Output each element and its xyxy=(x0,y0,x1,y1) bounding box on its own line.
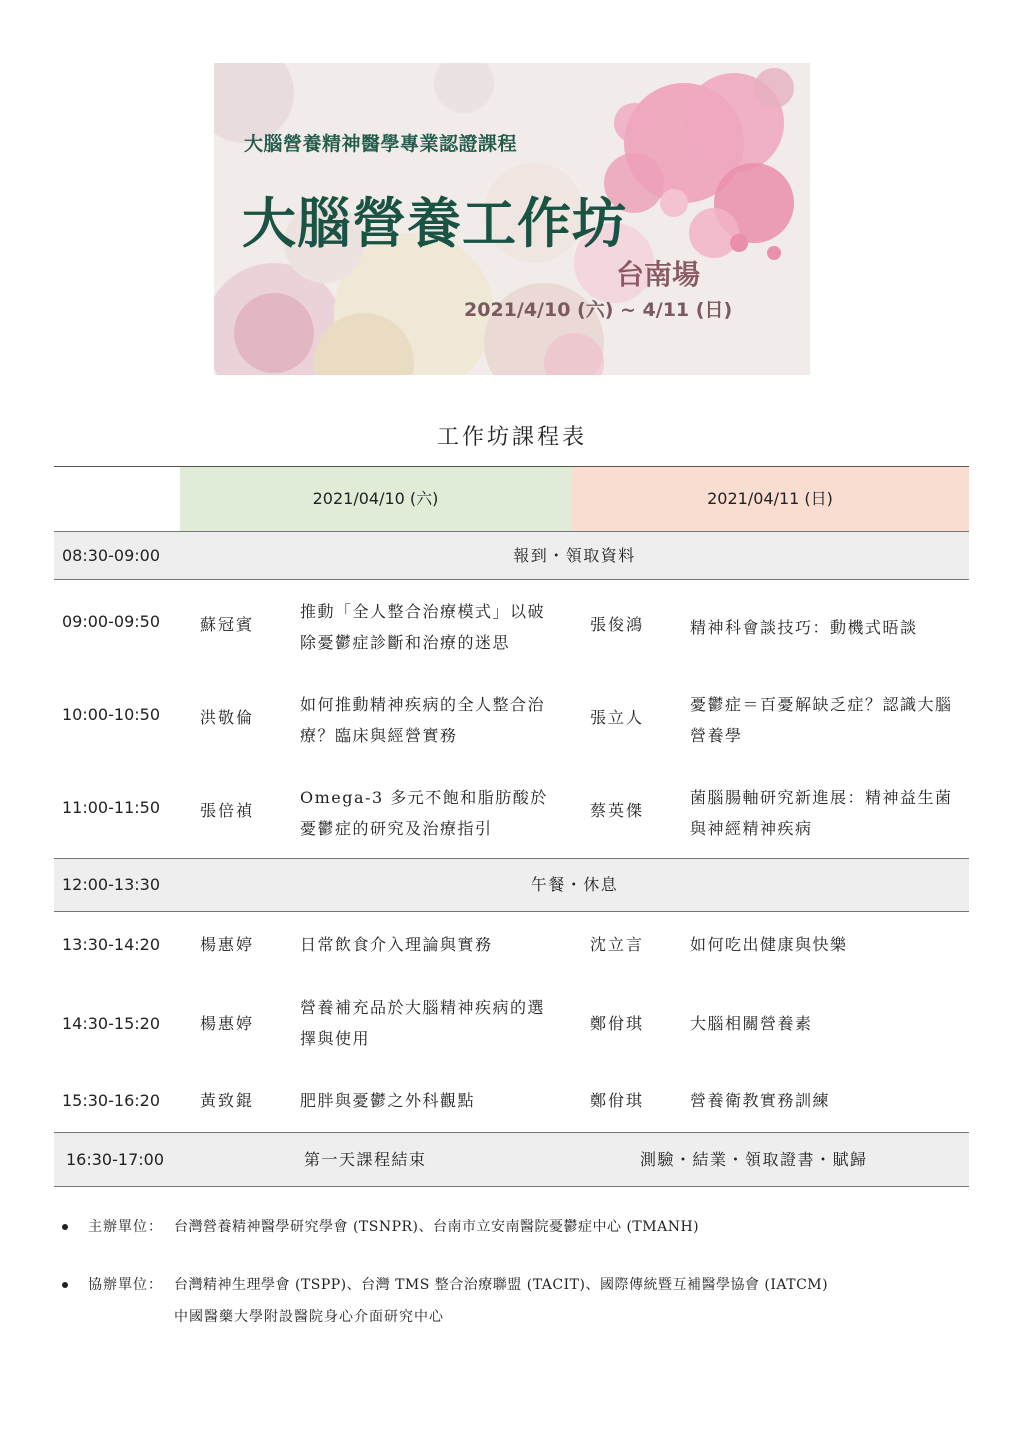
co-organizer-text: 台灣精神生理學會 (TSPP)、台灣 TMS 整合治療聯盟 (TACIT)、國際傳統暨互補醫學協會 (IATCM) xyxy=(174,1277,829,1293)
banner-dates: 2021/4/10 (六) ~ 4/11 (日) xyxy=(464,299,733,321)
bullet-icon xyxy=(62,1282,68,1288)
co-organizer-label: 協辦單位： xyxy=(88,1277,163,1293)
day2-topic: 菌腦腸軸研究新進展：精神益生菌與神經精神疾病 xyxy=(690,788,953,838)
co-organizer-text-line2: 中國醫藥大學附設醫院身心介面研究中心 xyxy=(174,1309,444,1325)
day2-speaker: 鄭佾琪 xyxy=(590,1014,645,1033)
session-time: 11:00-11:50 xyxy=(62,798,160,817)
schedule-heading: 工作坊課程表 xyxy=(436,425,587,450)
day1-topic: 推動「全人整合治療模式」以破除憂鬱症診斷和治療的迷思 xyxy=(300,602,546,652)
day1-topic: 肥胖與憂鬱之外科觀點 xyxy=(300,1091,476,1110)
organizer-text: 台灣營養精神醫學研究學會 (TSNPR)、台南市立安南醫院憂鬱症中心 (TMANH) xyxy=(174,1219,700,1235)
day2-topic: 如何吃出健康與快樂 xyxy=(690,935,848,954)
day1-speaker: 楊惠婷 xyxy=(200,1014,255,1033)
banner-venue: 台南場 xyxy=(616,258,701,291)
session-time: 09:00-09:50 xyxy=(62,612,160,631)
session-time: 15:30-16:20 xyxy=(62,1091,160,1110)
session-time: 13:30-14:20 xyxy=(62,935,160,954)
checkin-label: 報到・領取資料 xyxy=(513,546,636,565)
day1-speaker: 黃致錕 xyxy=(200,1091,255,1110)
day1-header: 2021/04/10 (六) xyxy=(180,467,571,531)
day2-speaker: 張立人 xyxy=(590,708,645,727)
checkin-row xyxy=(54,532,969,580)
afternoon-sessions xyxy=(54,912,969,1133)
day1-topic: 如何推動精神疾病的全人整合治療？臨床與經營實務 xyxy=(300,695,546,745)
lunch-row xyxy=(54,859,969,912)
day1-speaker: 蘇冠賓 xyxy=(200,615,255,634)
day1-speaker: 張倍禎 xyxy=(200,801,255,820)
day2-topic: 精神科會談技巧：動機式晤談 xyxy=(690,618,918,637)
organizer-notes xyxy=(62,1214,962,1362)
day2-speaker: 張俊鴻 xyxy=(590,615,645,634)
table-header-row xyxy=(54,466,969,532)
session-time: 14:30-15:20 xyxy=(62,1014,160,1033)
day2-topic: 憂鬱症＝百憂解缺乏症？認識大腦營養學 xyxy=(690,695,953,745)
banner-subtitle: 大腦營養精神醫學專業認證課程 xyxy=(244,133,518,155)
day2-closing: 測驗・結業・領取證書・賦歸 xyxy=(640,1150,868,1169)
day1-topic: Omega-3 多元不飽和脂肪酸於憂鬱症的研究及治療指引 xyxy=(300,788,548,838)
day1-topic: 營養補充品於大腦精神疾病的選擇與使用 xyxy=(300,998,546,1048)
day1-closing: 第一天課程結束 xyxy=(304,1150,427,1169)
schedule-table xyxy=(54,466,969,1187)
day1-speaker: 洪敬倫 xyxy=(200,708,255,727)
checkin-time: 08:30-09:00 xyxy=(62,546,160,565)
day2-topic: 大腦相關營養素 xyxy=(690,1014,813,1033)
morning-sessions xyxy=(54,580,969,859)
session-time: 10:00-10:50 xyxy=(62,705,160,724)
closing-time: 16:30-17:00 xyxy=(66,1150,164,1169)
organizer-label: 主辦單位： xyxy=(88,1219,163,1235)
day2-topic: 營養衛教實務訓練 xyxy=(690,1091,831,1110)
workshop-banner xyxy=(214,63,810,375)
banner-title: 大腦營養工作坊 xyxy=(242,192,627,255)
day2-speaker: 鄭佾琪 xyxy=(590,1091,645,1110)
day2-header: 2021/04/11 (日) xyxy=(571,467,969,531)
lunch-label: 午餐・休息 xyxy=(530,875,619,894)
co-organizer-note xyxy=(62,1272,962,1342)
closing-row xyxy=(54,1133,969,1187)
day2-speaker: 沈立言 xyxy=(590,935,645,954)
day1-speaker: 楊惠婷 xyxy=(200,935,255,954)
day2-speaker: 蔡英傑 xyxy=(590,801,645,820)
day1-topic: 日常飲食介入理論與實務 xyxy=(300,935,493,954)
bullet-icon xyxy=(62,1224,68,1230)
lunch-time: 12:00-13:30 xyxy=(62,875,160,894)
organizer-note xyxy=(62,1214,962,1252)
